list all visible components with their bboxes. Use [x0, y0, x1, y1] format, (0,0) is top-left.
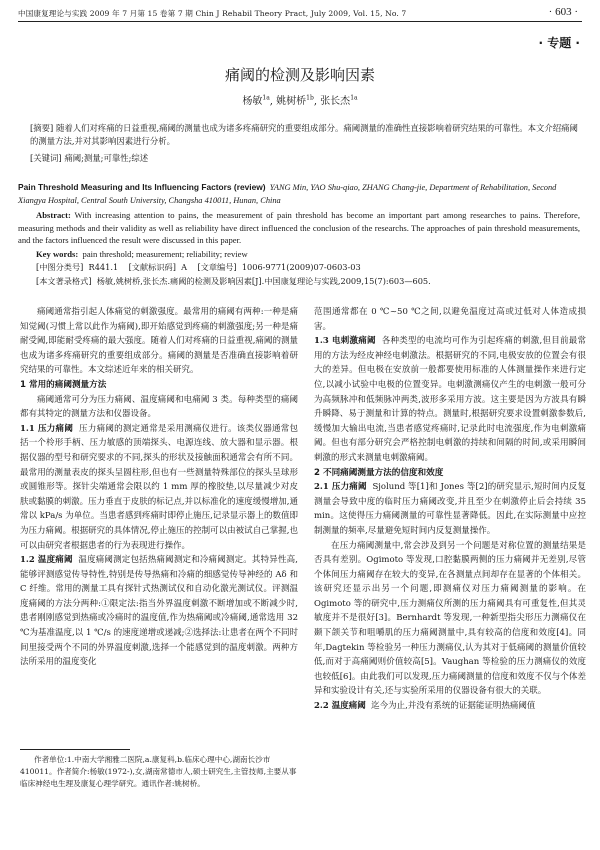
doc-code: A	[181, 262, 188, 272]
journal-citation-line: 中国康复理论与实践 2009 年 7 月第 15 卷第 7 期 Chin J Rehabil Theory Pract, July 2009, Vol. 15, No. 7	[18, 9, 407, 18]
subsection-2-1	[314, 480, 586, 538]
subsection-heading: 2.1 压力痛阈	[314, 482, 367, 493]
citation-label: [本文著录格式]	[36, 276, 92, 286]
intro-paragraph: 痛阈通常指引起人体痛觉的刺激强度。最常用的痛阈有两种:一种是痛知觉阈(习惯上常以此作为痛阈),即开始感觉到疼痛的刺激强度;另一种是痛耐受阈,即能耐受疼痛的最大强度。随着人们对疼痛的日益重视,痛阈的测量也成为诸多疼痛研究的重要组成部分。痛阈的测量是否准确直接影响着研究结果的可靠性。本文综述近年来的相关研究。	[20, 307, 298, 376]
clc-label: [中图分类号]	[36, 262, 84, 272]
subsection-1-1	[20, 422, 298, 553]
continued-paragraph: 范围通常都在 0 ℃~50 ℃之间,以避免温度过高或过低对人体造成损害。	[314, 307, 586, 332]
subsection-heading: 1.1 压力痛阈	[20, 423, 74, 434]
section-heading-2: 2 不同痛阈测量方法的信度和效度	[314, 467, 444, 478]
english-title-block	[18, 181, 580, 207]
footnote-rule	[20, 749, 130, 750]
subsection-text: 温度痛阈测定包括热痛阈测定和冷痛阈测定。其特异性高,能够评测感觉传导特性,特别是传导热痛和冷痛的细感觉传导神经的 Aδ 和 C 纤维。常用的测量工具有探针式热测试仪和自动化激光测试仪。评测温度痛阈的方法分两种:①限定法:指当外界温度刺激不断增加或不断减少时,患者刚刚感觉到热痛或冷痛时的温度值,作为热痛阈或冷痛阈,通常选用 32 ℃为基准温度,以 1 ℃/s 的速度递增或递减;②选择法:让患者在两个不同时间里接受两个不同的外界温度刺激,选择一个能感觉到的温度刺激。两种方法所采用的温度变化	[20, 555, 299, 668]
author-name: 杨敏	[242, 96, 263, 107]
clc-code: R441.1	[88, 262, 119, 272]
article-number: 1006-9771(2009)07-0603-03	[241, 262, 361, 272]
author-affiliation-mark: 1a	[350, 94, 358, 102]
chinese-abstract	[30, 122, 578, 147]
subsection-text: Sjolund 等[1]和 Jones 等[2]的研究显示,短时间内反复测量会导致中度的临时压力痛阈改变,并且至少在刺激停止后会持续 35 min。这使得压力痛阈测量的可靠性显著降低。因此,在实际测量中应控制测量的频率,尽量避免短时间内反复测量操作。	[314, 482, 586, 536]
subsection-heading: 2.2 温度痛阈	[314, 701, 366, 712]
author-list: 杨敏$^{1a}$, 姚树桥$^{1b}$, 张长杰$^{1a}$	[242, 94, 358, 107]
body-column-right	[314, 305, 586, 714]
page-number: · 603 ·	[548, 6, 578, 18]
keywords-text: 痛阈;测量;可靠性;综述	[64, 153, 149, 163]
subsection-2-2	[314, 699, 586, 714]
english-title: Pain Threshold Measuring and Its Influencing Factors (review)	[18, 182, 266, 192]
classification-line	[36, 262, 580, 273]
body-column-left	[20, 305, 298, 670]
subsection-1-2	[20, 553, 298, 670]
subsection-text: 迄今为止,并没有系统的证据能证明热痛阈值	[371, 701, 536, 712]
english-abstract-label: Abstract:	[36, 210, 71, 220]
english-abstract-text: With increasing attention to pains, the measurement of pain threshold has become an important part among researches to pains. Therefore, measuring methods and their validity as well as reliability have direct influenced the conclusion of the researchs. The approaches of pain threshold measurements, and the factors influenced the result were discussed in this paper.	[18, 210, 580, 246]
section-heading-1: 1 常用的痛阈测量方法	[20, 379, 107, 390]
english-affiliation: Department of Rehabilitation, Second Xiangya Hospital, Central South University, Changsha 410011, Hunan, China	[18, 183, 557, 205]
english-keywords-text: pain threshold; measurement; reliability; review	[82, 249, 248, 259]
section-1-paragraph: 痛阈通常可分为压力痛阈、温度痛阈和电痛阈 3 类。每种类型的痛阈都有其特定的测量方法和仪器设备。	[20, 394, 298, 420]
abstract-label: [摘要]	[30, 123, 54, 133]
doc-code-label: [文献标识码]	[128, 262, 176, 272]
subsection-heading: 1.2 温度痛阈	[20, 555, 73, 566]
subsection-text: 压力痛阈的测定通常是采用测痛仪进行。该类仪器通常包括一个柃形手柄、压力敏感的顶端探头、电源连线、放大器和显示器。根据仪器的型号和研究要求的不同,探头的形状及接触面积通常会有所不同。最常用的测量表皮的探头呈圆柱形,但也有一些测量特殊部位的探头呈球形或圆锥形等。探针尖端通常会限以约 1 mm 厚的橡胶垫,以尽量减少对皮肤或黏膜的刺激。压力垂直于皮肤的标记点,并以标准化的速度缓慢增加,通常以 kPa/s 为单位。当患者感到疼痛时即停止施压,记录显示器上的数值即为压力痛阈。根据研究的具体情况,停止施压的控制可以由被试自己掌握,也可以由研究者根据患者的行为表现进行操作。	[20, 423, 298, 551]
subsection-1-3	[314, 334, 586, 465]
author-affiliation-mark: 1b	[306, 94, 314, 102]
subsection-heading: 1.3 电刺激痛阈	[314, 336, 376, 347]
article-number-label: [文章编号]	[197, 262, 237, 272]
subsection-text: 各种类型的电流均可作为引起疼痛的刺激,但目前最常用的方法为经皮神经电刺激法。根据研究的不同,电极安放的位置会有很大的差异。但电极在安放前一般都要使用标准的人体测量操作来进行定位,以减小试验中电极的位置变异。电刺激测痛仪产生的电刺激一般可分为高频脉冲和低频脉冲两类,波形多采用方波。这主要是因为方波具有瞬升瞬降、易于测量和计算的特点。测量时,根据研究要求设置刺激参数后,缓慢加大输出电流,当患者感觉疼痛时,记录此时电流强度,作为电刺激痛阈。但也有部分研究会严格控制电刺激的持续和间隔的时间,或采用瞬间刺激的形式来测量电刺激痛阈。	[314, 336, 586, 463]
chinese-keywords	[30, 152, 578, 164]
article-title: 痛阈的检测及影响因素	[224, 66, 375, 84]
english-keywords-label: Key words:	[36, 249, 79, 259]
english-keywords	[36, 249, 580, 259]
running-header	[18, 6, 582, 22]
keywords-label: [关键词]	[30, 153, 62, 163]
column-tag: · 专题 ·	[538, 36, 580, 50]
author-name: 姚树桥	[276, 96, 307, 107]
citation-format	[36, 276, 580, 287]
citation-text: 杨敏,姚树桥,张长杰.痛阈的检测及影响因素[J].中国康复理论与实践,2009,15(7):603—605.	[96, 276, 431, 286]
author-footnote: 作者单位:1.中南大学湘雅二医院,a.康复科,b.临床心理中心,湖南长沙市 410011。作者简介:杨敏(1972-),女,湖南常德市人,硕士研究生,主管技师,主要从事临床神经电生理及康复心理学研究。通讯作者:姚树桥。	[20, 755, 297, 789]
english-authors: YANG Min, YAO Shu-qiao, ZHANG Chang-jie,	[269, 183, 428, 192]
english-abstract	[18, 209, 580, 247]
body-paragraph: 在压力痛阈测量中,常会涉及到另一个问题是对称位置的测量结果是否具有差别。Ogimoto 等发现,口腔黏膜两侧的压力痛阈并无差别,尽管个体间压力痛阈存在较大的变异,在各测量点间却存在显著的个体相关。该研究还显示出另一个问题,即测痛仪对压力痛阈测量的影响。在 Ogimoto 等的研究中,压力测痛仪所测的压力痛阈具有可重复性,但其灵敏度并不是很好[3]。Bernhardt 等发现,一种新型指尖形压力测痛仪在颞下颌关节和咀嚼肌的压力痛阈测量中,具有较高的信度和效度[4]。同年,Dagtekin 等检验另一种压力测痛仪,认为其对于低痛阈的测量价值较低,而对于高痛阈则价值较高[5]。Vaughan 等检验的压力测痛仪的效度也较低[6]。由此我们可以发现,压力痛阈测量的信度和效度不仅与个体差异和实验设计有关,还与实验所采用的仪器设备有很大的关联。	[314, 540, 586, 697]
author-affiliation-mark: 1a	[262, 94, 270, 102]
author-name: 张长杰	[320, 96, 351, 107]
abstract-text: 随着人们对疼痛的日益重视,痛阈的测量也成为诸多疼痛研究的重要组成部分。痛阈测量的准确性直接影响着研究结果的可靠性。本文介绍痛阈的测量方法,并对其影响因素进行分析。	[30, 123, 578, 146]
